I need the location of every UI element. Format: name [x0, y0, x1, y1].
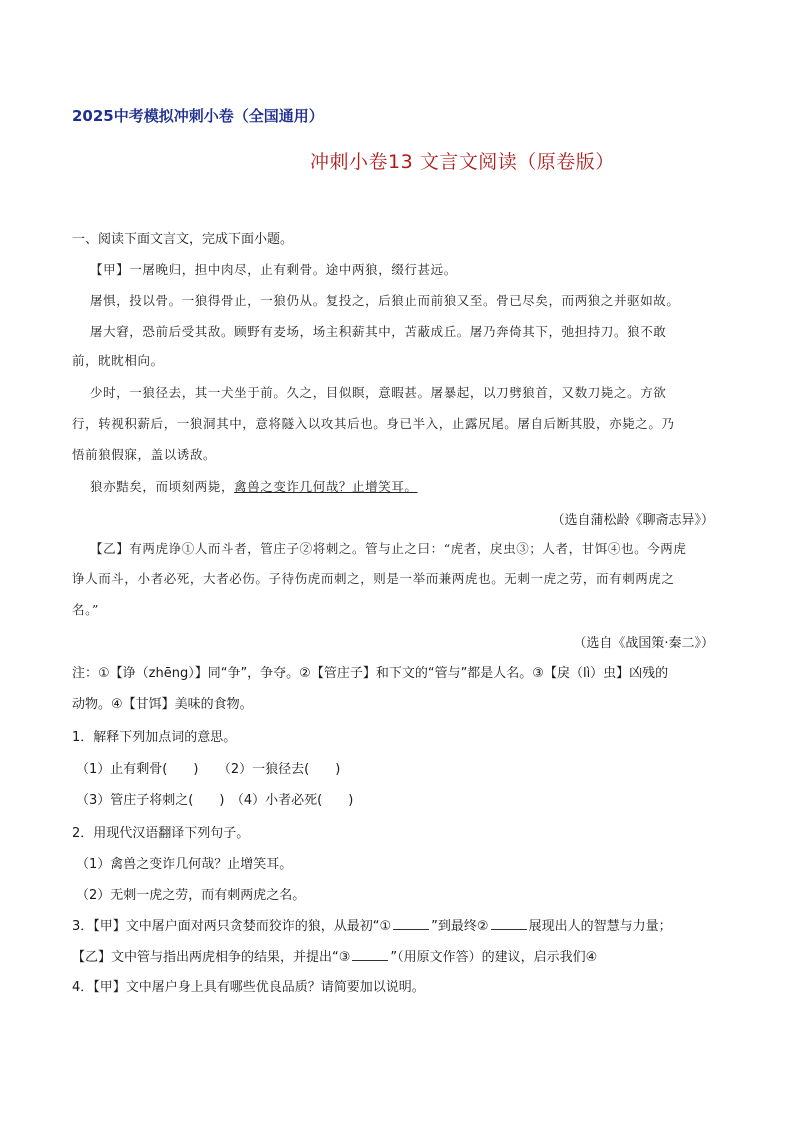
- passage-jia-last-plain: 狼亦黠矣，而顷刻两毙，: [90, 479, 235, 494]
- question-3-line: [72, 915, 672, 934]
- q3-text: 3．【甲】文中屠户面对两只贪婪而狡诈的狼，从最初“①: [72, 919, 392, 934]
- passage-jia-line: 少时，一狼径去，其一犬坐于前。久之，目似瞑，意暇甚。屠暴起，以刀劈狼首，又数刀毙之。方欲: [90, 385, 667, 400]
- passage-jia-line: 悟前狼假寐，盖以诱敌。: [72, 447, 217, 462]
- answer-blank[interactable]: [352, 948, 388, 961]
- answer-blank[interactable]: [491, 917, 527, 930]
- q3-text: ”到最终②: [431, 919, 489, 934]
- source-citation-yi: （选自《战国策·秦二》）: [573, 636, 714, 651]
- source-citation-jia: （选自蒲松龄《聊斋志异》）: [551, 513, 714, 528]
- passage-jia-line: 前，眈眈相向。: [72, 353, 164, 368]
- q3-text: 【乙】文中管与指出两虎相争的结果，并提出“③: [72, 950, 351, 965]
- passage-jia-line: 行，转视积薪后，一狼洞其中，意将隧入以攻其后也。身已半入，止露尻尾。屠自后断其股，亦毙之。乃: [72, 416, 675, 431]
- question-1-stem: 1．解释下列加点词的意思。: [72, 730, 237, 745]
- passage-jia-line: 【甲】一屠晚归，担中肉尽，止有剩骨。途中两狼，缀行甚远。: [90, 262, 457, 277]
- passage-yi-line: 【乙】有两虎诤①人而斗者，管庄子②将刺之。管与止之曰：“虎者，戾虫③；人者，甘饵④也。今两虎: [90, 541, 687, 556]
- underlined-sentence: 禽兽之变诈几何哉？止增笑耳。: [234, 479, 418, 494]
- annotation-line: 动物。④【甘饵】美味的食物。: [72, 697, 253, 712]
- passage-yi-line: 诤人而斗，小者必死，大者必伤。子待伤虎而刺之，则是一举而兼两虎也。无刺一虎之劳，而有刺两虎之: [72, 571, 675, 586]
- question-4-stem: 4．【甲】文中屠户身上具有哪些优良品质？请简要加以说明。: [72, 980, 425, 995]
- question-2-stem: 2．用现代汉语翻译下列句子。: [72, 826, 250, 841]
- series-title: 2025中考模拟冲刺小卷（全国通用）: [72, 107, 324, 125]
- question-3-line: [72, 946, 597, 965]
- passage-yi-line: 名。”: [72, 602, 99, 617]
- q3-text: ”（用原文作答）的建议，启示我们④: [390, 950, 598, 965]
- passage-jia-last-line: [90, 477, 418, 495]
- question-1-row: （3）管庄子将刺之( ) （4）小者必死( ): [76, 793, 354, 808]
- question-1-row: （1）止有剩骨( ) （2）一狼径去( ): [76, 762, 341, 777]
- q3-text: 展现出人的智慧与力量；: [528, 919, 672, 934]
- section-instruction: 一、阅读下面文言文，完成下面小题。: [72, 232, 294, 247]
- annotation-line: 注：①【诤（zhēng）】同“争”，争夺。②【管庄子】和下文的“管与”都是人名。③【戾（lì）虫】凶残的: [72, 666, 669, 681]
- passage-jia-line: 屠大窘，恐前后受其敌。顾野有麦场，场主积薪其中，苫蔽成丘。屠乃奔倚其下，弛担持刀。狼不敢: [90, 324, 667, 339]
- question-2-item: （2）无刺一虎之劳，而有刺两虎之名。: [76, 888, 306, 903]
- answer-blank[interactable]: [393, 917, 429, 930]
- question-2-item: （1）禽兽之变诈几何哉？止增笑耳。: [76, 857, 293, 872]
- passage-jia-line: 屠惧，投以骨。一狼得骨止，一狼仍从。复投之，后狼止而前狼又至。骨已尽矣，而两狼之并驱如故。: [90, 293, 680, 308]
- page-title: 冲刺小卷13 文言文阅读（原卷版）: [310, 151, 615, 173]
